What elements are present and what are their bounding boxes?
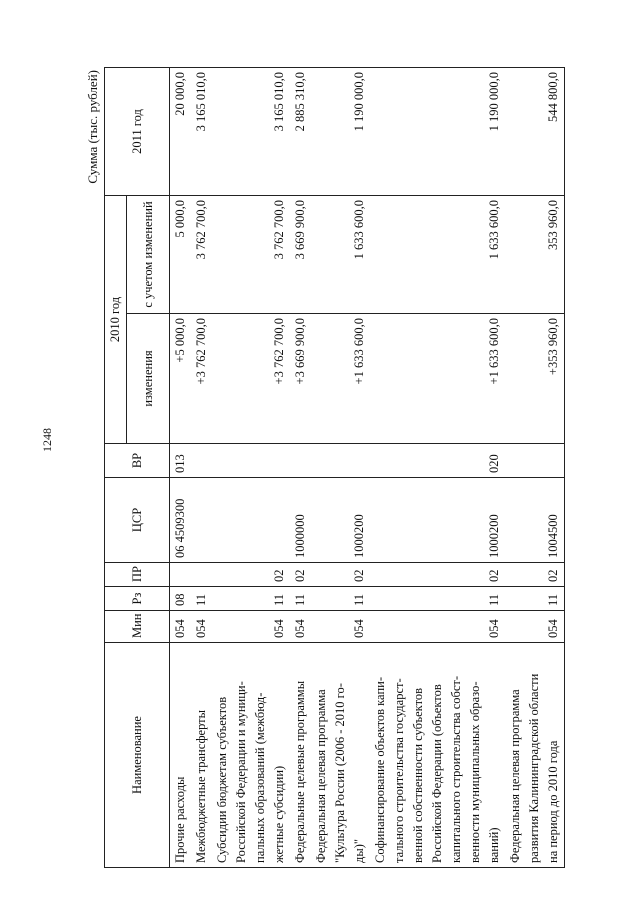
row-min: 054 <box>170 611 192 643</box>
row-name <box>212 643 290 868</box>
row-changes: +1 633 600,0 <box>370 314 505 444</box>
row-changes: +3 762 700,0 <box>212 314 290 444</box>
row-changes: +1 633 600,0 <box>311 314 370 444</box>
row-2011: 2 885 310,0 <box>290 67 311 195</box>
table-row <box>191 67 212 867</box>
row-rz: 11 <box>505 587 565 611</box>
row-name-line: пальных образований (межбюд- <box>253 692 267 863</box>
row-name-line: Межбюджетные трансферты <box>194 709 208 863</box>
row-csr: 1000200 <box>311 478 370 563</box>
row-name <box>370 643 505 868</box>
row-changes: +3 762 700,0 <box>191 314 212 444</box>
row-rz: 11 <box>191 587 212 611</box>
row-name-line: капитального строительства собст- <box>449 675 463 863</box>
row-name <box>191 643 212 868</box>
row-csr: 06 4509300 <box>170 478 192 563</box>
header-with-changes: с учетом изменений <box>127 195 170 313</box>
row-vr <box>290 444 311 478</box>
row-rz: 11 <box>311 587 370 611</box>
row-min: 054 <box>370 611 505 643</box>
budget-table <box>104 67 565 868</box>
row-pr: 02 <box>505 563 565 587</box>
table-row <box>170 67 192 867</box>
row-name-line: жетные субсидии) <box>272 765 286 863</box>
header-rz: Рз <box>105 587 170 611</box>
table-row <box>212 67 290 867</box>
row-with-changes: 353 960,0 <box>505 195 565 313</box>
table-row <box>290 67 311 867</box>
header-changes: изменения <box>127 314 170 444</box>
table-row <box>505 67 565 867</box>
row-with-changes: 3 762 700,0 <box>212 195 290 313</box>
row-pr <box>191 563 212 587</box>
row-min: 054 <box>290 611 311 643</box>
row-name-line: ваний) <box>487 827 501 863</box>
row-pr: 02 <box>311 563 370 587</box>
row-with-changes: 3 762 700,0 <box>191 195 212 313</box>
row-with-changes: 1 633 600,0 <box>311 195 370 313</box>
row-changes: +5 000,0 <box>170 314 192 444</box>
row-name-line: венности муниципальных образо- <box>468 681 482 863</box>
rotated-table-page <box>82 68 560 868</box>
row-name <box>505 643 565 868</box>
row-csr: 1000000 <box>290 478 311 563</box>
row-vr <box>191 444 212 478</box>
row-csr: 1004500 <box>505 478 565 563</box>
row-min: 054 <box>212 611 290 643</box>
row-min: 054 <box>191 611 212 643</box>
row-changes: +3 669 900,0 <box>290 314 311 444</box>
row-name-line: Субсидии бюджетам субъектов <box>215 696 229 863</box>
table-body <box>170 67 565 867</box>
row-vr <box>212 444 290 478</box>
row-vr <box>505 444 565 478</box>
row-pr: 02 <box>212 563 290 587</box>
row-csr <box>191 478 212 563</box>
row-name-line: Российской Федерации (объектов <box>430 684 444 863</box>
row-2011: 20 000,0 <box>170 67 192 195</box>
row-name-line: Федеральная целевая программа <box>314 689 328 863</box>
table-row <box>370 67 505 867</box>
row-changes: +353 960,0 <box>505 314 565 444</box>
row-name-line: на период до 2010 года <box>546 740 560 863</box>
row-2011: 1 190 000,0 <box>370 67 505 195</box>
row-rz: 08 <box>170 587 192 611</box>
row-name-line: тального строительства государст- <box>392 678 406 863</box>
row-pr <box>170 563 192 587</box>
row-min: 054 <box>505 611 565 643</box>
header-pr: ПР <box>105 563 170 587</box>
row-pr: 02 <box>290 563 311 587</box>
header-name: Наименование <box>105 643 170 868</box>
row-csr <box>212 478 290 563</box>
table-row <box>311 67 370 867</box>
row-name-line: Федеральная целевая программа <box>508 689 522 863</box>
row-name-line: венной собственности субъектов <box>411 687 425 863</box>
row-2011: 1 190 000,0 <box>311 67 370 195</box>
row-csr: 1000200 <box>370 478 505 563</box>
row-name <box>170 643 192 868</box>
row-name-line: Федеральные целевые программы <box>293 680 307 863</box>
row-vr: 020 <box>370 444 505 478</box>
row-min: 054 <box>311 611 370 643</box>
units-caption: Сумма (тыс. рублей) <box>85 70 100 184</box>
header-vr: ВР <box>105 444 170 478</box>
row-vr: 013 <box>170 444 192 478</box>
page-number: 1248 <box>40 428 54 452</box>
row-pr: 02 <box>370 563 505 587</box>
header-min: Мин <box>105 611 170 643</box>
row-name <box>290 643 311 868</box>
row-name-line: "Культура России (2006 - 2010 го- <box>333 683 347 863</box>
row-with-changes: 3 669 900,0 <box>290 195 311 313</box>
row-2011: 3 165 010,0 <box>212 67 290 195</box>
row-with-changes: 1 633 600,0 <box>370 195 505 313</box>
row-name <box>311 643 370 868</box>
row-rz: 11 <box>290 587 311 611</box>
row-name-line: ды)" <box>352 838 366 863</box>
row-rz: 11 <box>370 587 505 611</box>
row-2011: 544 800,0 <box>505 67 565 195</box>
row-with-changes: 5 000,0 <box>170 195 192 313</box>
row-name-line: развития Калининградской области <box>527 673 541 863</box>
header-year-2010: 2010 год <box>105 195 127 443</box>
row-vr <box>311 444 370 478</box>
row-2011: 3 165 010,0 <box>191 67 212 195</box>
header-csr: ЦСР <box>105 478 170 563</box>
header-year-2011: 2011 год <box>105 67 170 195</box>
row-name-line: Прочие расходы <box>173 776 187 863</box>
row-name-line: Российской Федерации и муници- <box>234 681 248 863</box>
row-rz: 11 <box>212 587 290 611</box>
row-name-line: Софинансирование объектов капи- <box>373 677 387 863</box>
